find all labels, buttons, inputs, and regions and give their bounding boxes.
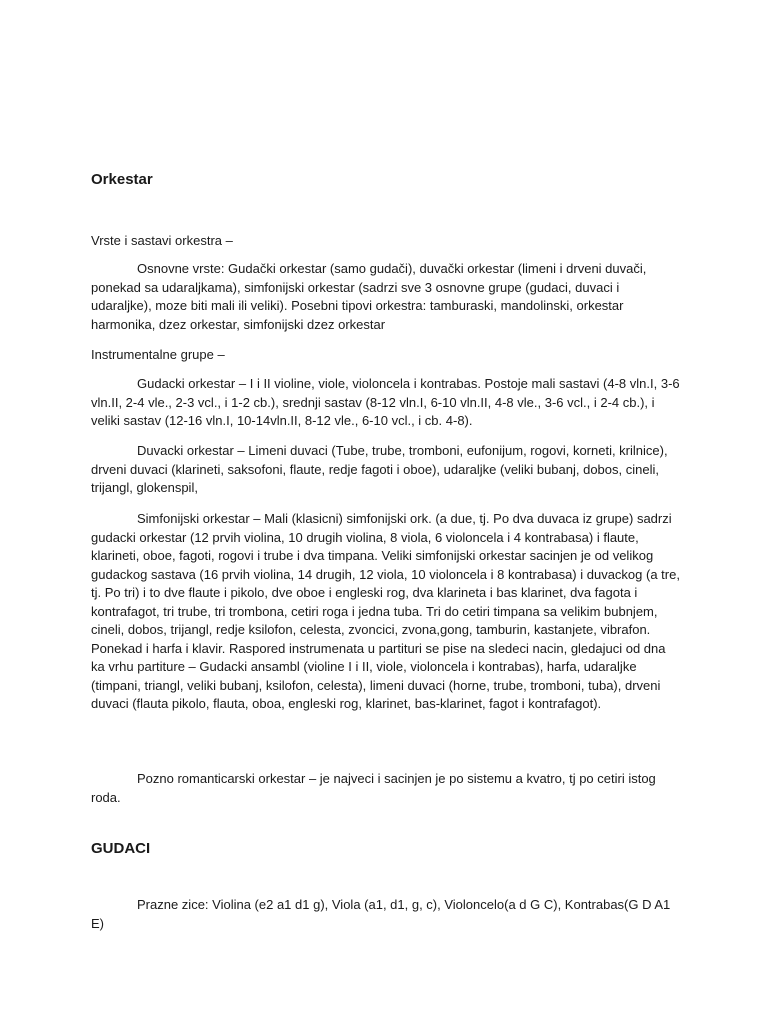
prazne-zice-paragraph: Prazne zice: Violina (e2 a1 d1 g), Viola (a1, d1, g, c), Violoncelo(a d G C), Kontrabas(G D A1 E): [91, 897, 671, 931]
instrumentalne-heading: Instrumentalne grupe –: [91, 347, 225, 362]
duvacki-paragraph: Duvacki orkestar – Limeni duvaci (Tube, trube, tromboni, eufonijum, rogovi, korneti, krilnice), drveni duvaci (klarineti, saksofoni, flaute, redje fagoti i oboe), udaraljke (veliki bubanj, dobos, cineli, trijangl, glokenspil,: [91, 443, 668, 495]
document-title: Orkestar: [91, 171, 153, 188]
osnovne-vrste-paragraph: Osnovne vrste: Gudački orkestar (samo gudači), duvački orkestar (limeni i drveni duvači, ponekad sa udaraljkama), simfonijski orkestar (sadrzi sve 3 osnovne grupe (gudaci, duvaci i udaraljke), moze biti mali ili veliki). Posebni tipovi orkestra: tamburaski, mandolinski, orkestar harmonika, dzez orkestar, simfonijski dzez orkestar: [91, 261, 647, 332]
simfonijski-paragraph: Simfonijski orkestar – Mali (klasicni) simfonijski ork. (a due, tj. Po dva duvaca iz grupe) sadrzi gudacki orkestar (12 prvih violina, 10 drugih violina, 8 viola, 6 violoncela i 4 kontrabasa) i flaute, klarineti, oboe, fagoti, rogovi i trube i dva timpana. Veliki simfonijski orkestar sacinjen je od velikog gudackog sastava (16 prvih violina, 14 drugih, 12 viola, 10 violoncela i 8 kontrabasa) i duvackog (a tre, tj. Po tri) i to dve flaute i pikolo, dve oboe i engleski rog, dva klarineta i bas klarinet, dva fagota i kontrafagot, tri trube, tri trombona, cetiri roga i jedna tuba. Tri do cetiri timpana sa velikim bubnjem, cineli, dobos, trijangl, redje ksilofon, celesta, zvoncici, zvona,gong, tamburin, kastanjete, vibrafon. Ponekad i harfa i klavir. Raspored instrumenata u partituri se pise na sledeci nacin, gledajuci od dna ka vrhu partiture – Gudacki ansambl (violine I i II, viole, violoncela i kontrabas), harfa, udaraljke (timpani, triangl, veliki bubanj, ksilofon, celesta), limeni duvaci (horne, trube, tromboni, tuba), drveni duvaci (flauta pikolo, flauta, oboa, engleski rog, klarinet, bas-klarinet, fagot i kontrafagot).: [91, 511, 680, 711]
gudacki-paragraph: Gudacki orkestar – I i II violine, viole, violoncela i kontrabas. Postoje mali sastavi (4-8 vln.I, 3-6 vln.II, 2-4 vle., 2-3 vcl., i 1-2 cb.), srednji sastav (8-12 vln.I, 6-10 vln.II, 4-8 vle., 3-6 vcl., i 2-4 cb.), i veliki sastav (12-16 vln.I, 10-14vln.II, 8-12 vle., 6-10 vcl., i cb. 4-8).: [91, 376, 680, 428]
vrste-heading: Vrste i sastavi orkestra –: [91, 233, 233, 248]
pozno-paragraph: Pozno romanticarski orkestar – je najveci i sacinjen je po sistemu a kvatro, tj po cetiri istog roda.: [91, 771, 656, 805]
gudaci-heading: GUDACI: [91, 840, 151, 857]
